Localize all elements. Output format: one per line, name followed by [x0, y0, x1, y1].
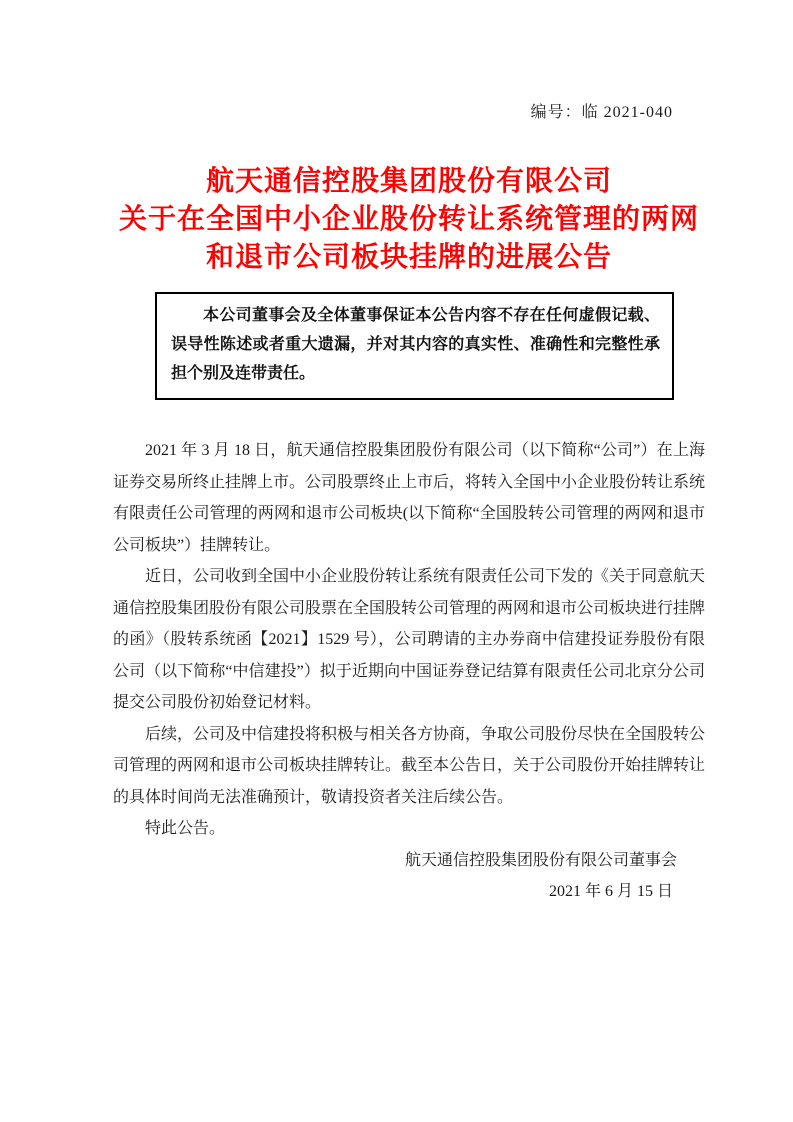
board-disclaimer-box: 本公司董事会及全体董事保证本公告内容不存在任何虚假记载、误导性陈述或者重大遗漏，并对其内容的真实性、准确性和完整性承担个别及连带责任。: [155, 292, 674, 400]
closing-statement: 特此公告。: [145, 820, 226, 837]
title-company-name: 航天通信控股集团股份有限公司: [205, 165, 612, 196]
paragraph-follow-up: 后续，公司及中信建投将积极与相关各方协商，争取公司股份尽快在全国股转公司管理的两网和退市公司板块挂牌转让。截至本公告日，关于公司股份开始挂牌转让的具体时间尚无法准确预计，敬请投资者关注后续公告。: [113, 725, 706, 806]
announcement-date: 2021 年 6 月 15 日: [548, 883, 673, 900]
title-subject-line-1: 关于在全国中小企业股份转让系统管理的两网: [118, 203, 699, 234]
paragraph-delisting: 2021 年 3 月 18 日，航天通信控股集团股份有限公司（以下简称“公司”）在上海证券交易所终止挂牌上市。公司股票终止上市后，将转入全国中小企业股份转让系统有限责任公司管理的两网和退市公司板块(以下简称“全国股转公司管理的两网和退市公司板块”）挂牌转让。: [113, 442, 706, 554]
paragraph-transfer-letter: 近日，公司收到全国中小企业股份转让系统有限责任公司下发的《关于同意航天通信控股集团股份有限公司股票在全国股转公司管理的两网和退市公司板块进行挂牌的函》（股转系统函【2021】1529 号），公司聘请的主办券商中信建投证券股份有限公司（以下简称“中信建投”）拟于近期向中国证券登记结算有限责任公司北京分公司提交公司股份初始登记材料。: [113, 568, 706, 711]
announcement-title: [113, 162, 705, 276]
announcement-body: [113, 435, 705, 845]
title-subject-line-2: 和退市公司板块挂牌的进展公告: [205, 241, 612, 272]
document-number: 编号：临 2021-040: [530, 104, 673, 121]
board-signature: 航天通信控股集团股份有限公司董事会: [404, 851, 677, 869]
